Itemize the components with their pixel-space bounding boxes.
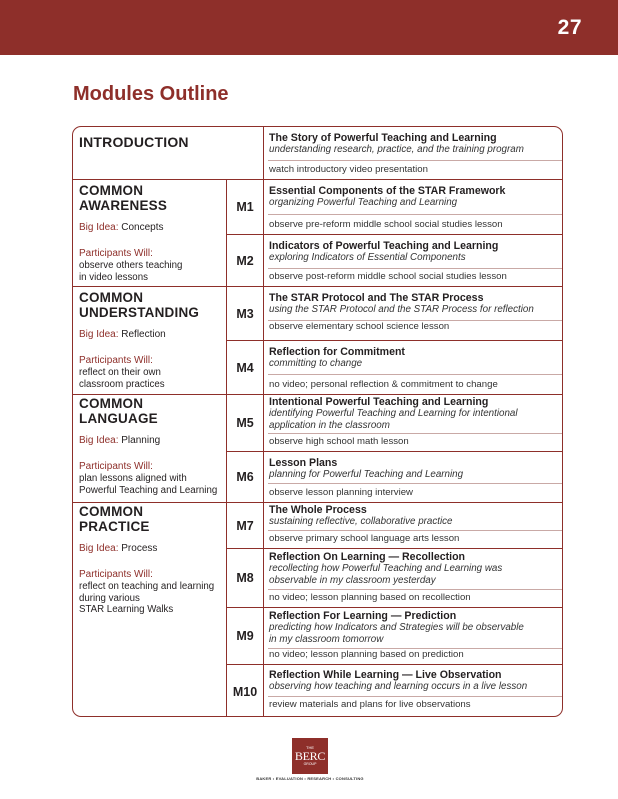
big-idea [73,435,226,446]
big-idea-label: Big Idea: [79,435,119,446]
module-code: M1 [226,180,263,234]
logo-tagline: BAKER • EVALUATION • RESEARCH • CONSULTING [256,776,364,781]
section-title: COMMON [79,396,144,411]
module-title: Reflection For Learning — Prediction [269,610,457,622]
section-title: LANGUAGE [79,411,158,426]
participants-will-label: Participants Will: [79,569,153,580]
divider [268,589,562,590]
berc-logo [292,738,328,774]
header-bar [0,0,618,55]
section-title: UNDERSTANDING [79,305,200,320]
module-video: no video; personal reflection & commitment to change [269,379,498,390]
intro-label: INTRODUCTION [79,134,189,150]
section-title: AWARENESS [79,198,168,213]
intro-video: watch introductory video presentation [269,164,428,175]
divider [268,696,562,697]
module-video: observe post-reform middle school social studies lesson [269,271,507,282]
module-cell [263,180,562,234]
participants-will-text: reflect on their own [79,367,161,378]
module-code: M9 [226,608,263,664]
module-cell [263,665,562,717]
module-title: Intentional Powerful Teaching and Learning [269,396,489,408]
module-cell [263,341,562,394]
module-code: M8 [226,549,263,607]
section-language [73,395,226,502]
big-idea [73,543,226,554]
section-title: COMMON [79,183,144,198]
section-title: COMMON [79,290,144,305]
big-idea-value: Concepts [121,222,164,233]
divider [268,433,562,434]
intro-subtitle: understanding research, practice, and the training program [269,144,524,155]
divider [268,374,562,375]
module-subtitle: planning for Powerful Teaching and Learning [269,469,464,480]
logo-group: GROUP [303,762,317,766]
module-subtitle: predicting how Indicators and Strategies will be observable [269,622,524,633]
divider [268,268,562,269]
module-title: Reflection for Commitment [269,346,405,358]
module-subtitle: sustaining reflective, collaborative practice [269,516,453,527]
participants-will-text: Powerful Teaching and Learning [79,484,218,496]
divider [268,483,562,484]
logo-the: THE [306,745,314,750]
module-subtitle: committing to change [269,358,363,369]
intro-label-cell [73,127,226,179]
module-video: observe pre-reform middle school social studies lesson [269,219,503,230]
page-number: 27 [557,16,582,39]
module-video: observe primary school language arts lesson [269,533,460,544]
big-idea-value: Reflection [121,329,166,340]
divider [268,530,562,531]
module-video: observe lesson planning interview [269,487,413,498]
module-cell [263,395,562,451]
section-title: COMMON [79,504,144,519]
module-cell [263,452,562,502]
intro-title: The Story of Powerful Teaching and Learning [269,132,497,144]
module-code: M3 [226,287,263,340]
modules-table [72,126,563,717]
module-subtitle: using the STAR Protocol and the STAR Process for reflection [269,304,534,315]
participants-will-label: Participants Will: [79,461,153,472]
big-idea-value: Planning [121,435,161,446]
module-video: observe elementary school science lesson [269,321,450,332]
intro-module-cell [263,127,562,179]
big-idea [73,222,226,233]
module-title: The Whole Process [269,504,367,516]
section-awareness [73,180,226,286]
module-title: Reflection While Learning — Live Observation [269,669,502,681]
divider [268,214,562,215]
participants-will-text: in video lessons [79,271,148,283]
participants-will-text: classroom practices [79,378,165,390]
module-video: review materials and plans for live observations [269,699,471,710]
divider [268,160,562,161]
module-subtitle: application in the classroom [269,419,390,431]
module-cell [263,235,562,286]
module-subtitle: in my classroom tomorrow [269,633,384,645]
module-title: Reflection On Learning — Recollection [269,551,466,563]
module-code: M7 [226,503,263,548]
module-subtitle: observing how teaching and learning occurs in a live lesson [269,681,528,692]
big-idea-label: Big Idea: [79,329,119,340]
module-subtitle: exploring Indicators of Essential Components [269,252,466,263]
big-idea-label: Big Idea: [79,222,119,233]
module-cell [263,608,562,664]
participants-will-text: during various [79,592,140,604]
participants-will-text: STAR Learning Walks [79,604,174,615]
participants-will-text: plan lessons aligned with [79,473,187,484]
module-code: M4 [226,341,263,394]
logo-name: BERC [294,749,326,763]
module-subtitle: observable in my classroom yesterday [269,574,436,586]
module-cell [263,287,562,340]
page-title: Modules Outline [73,83,229,105]
module-subtitle: recollecting how Powerful Teaching and Learning was [269,563,503,574]
module-video: no video; lesson planning based on prediction [269,649,464,660]
module-code: M10 [226,665,263,717]
module-video: observe high school math lesson [269,436,409,447]
module-title: The STAR Protocol and The STAR Process [269,292,484,304]
module-subtitle: identifying Powerful Teaching and Learning for intentional [269,408,518,419]
participants-will-label: Participants Will: [79,248,153,259]
participants-will-text: reflect on teaching and learning [79,581,215,592]
module-code: M6 [226,452,263,502]
participants-will-text: observe others teaching [79,260,183,271]
section-title: PRACTICE [79,519,150,534]
big-idea-value: Process [121,543,158,554]
module-cell [263,549,562,607]
module-title: Indicators of Powerful Teaching and Learning [269,240,499,252]
section-practice [73,503,226,717]
module-subtitle: organizing Powerful Teaching and Learning [269,197,458,208]
section-understanding [73,287,226,394]
big-idea-label: Big Idea: [79,543,119,554]
module-title: Essential Components of the STAR Framework [269,185,506,197]
participants-will-label: Participants Will: [79,355,153,366]
module-title: Lesson Plans [269,457,338,469]
module-code: M5 [226,395,263,451]
module-code: M2 [226,235,263,286]
big-idea [73,329,226,340]
module-cell [263,503,562,548]
module-video: no video; lesson planning based on recollection [269,592,471,603]
